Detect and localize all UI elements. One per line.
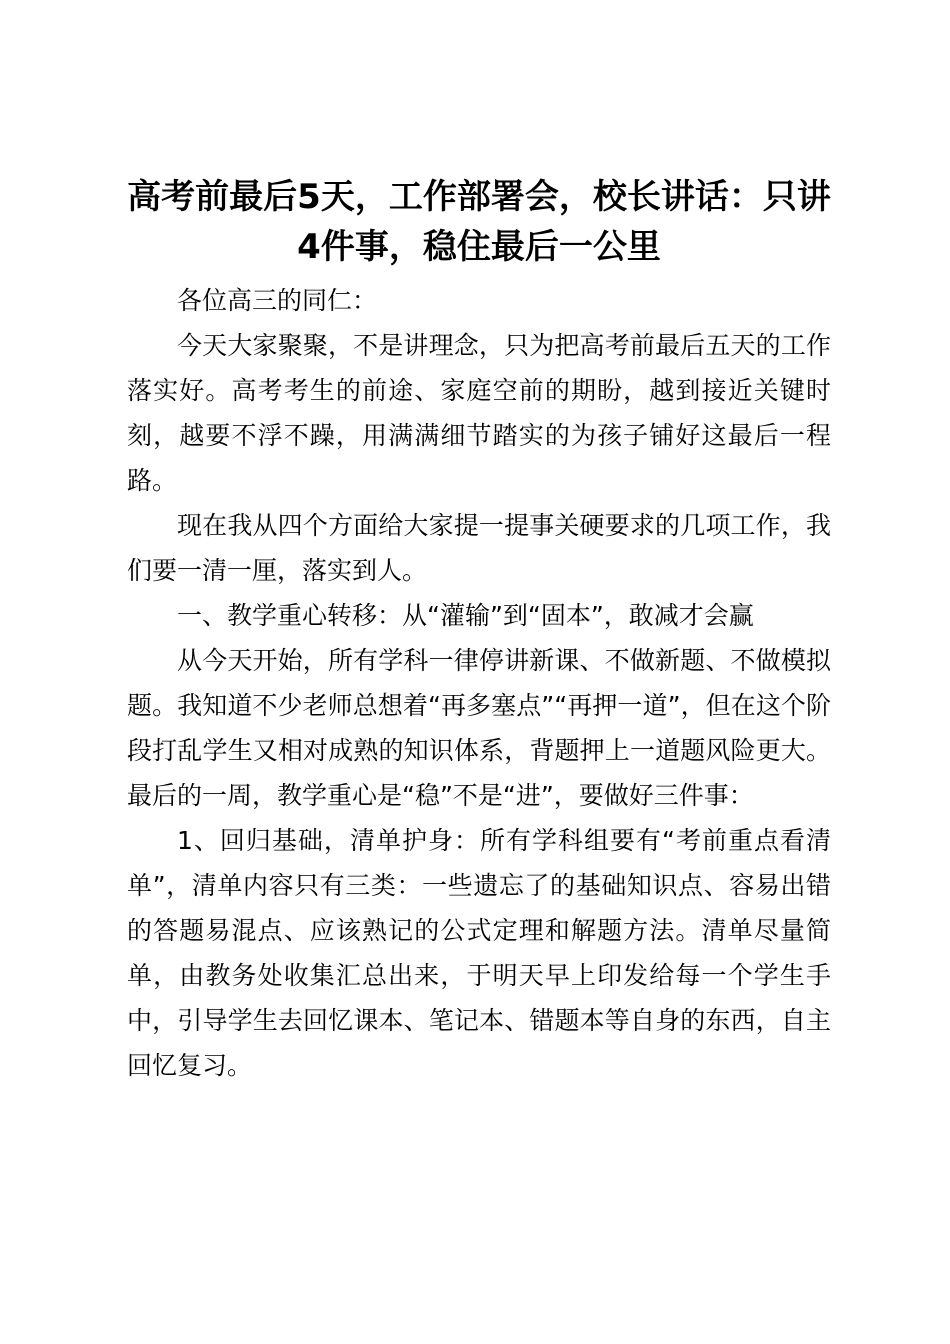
intro-paragraph: 今天大家聚聚，不是讲理念，只为把高考前最后五天的工作落实好。高考考生的前途、家庭空前的期盼，越到接近关键时刻，越要不浮不躁，用满满细节踏实的为孩子铺好这最后一程路。 — [127, 331, 831, 495]
document-body — [127, 278, 831, 1088]
document-content — [127, 172, 831, 1088]
salutation-paragraph: 各位高三的同仁： — [177, 286, 378, 315]
document-title: 高考前最后5天，工作部署会，校长讲话：只讲4件事，稳住最后一公里 — [127, 177, 831, 267]
section-1-paragraph: 从今天开始，所有学科一律停讲新课、不做新题、不做模拟题。我知道不少老师总想着“再多塞点”“再押一道”，但在这个阶段打乱学生又相对成熟的知识体系，背题押上一道题风险更大。最后的一周，教学重心是“稳”不是“进”，要做好三件事： — [127, 646, 831, 810]
outline-paragraph: 现在我从四个方面给大家提一提事关硬要求的几项工作，我们要一清一厘，落实到人。 — [127, 511, 831, 585]
item-1-paragraph: 1、回归基础，清单护身：所有学科组要有“考前重点看清单”，清单内容只有三类：一些遗忘了的基础知识点、容易出错的答题易混点、应该熟记的公式定理和解题方法。清单尽量简单，由教务处收集汇总出来，于明天早上印发给每一个学生手中，引导学生去回忆课本、笔记本、错题本等自身的东西，自主回忆复习。 — [127, 826, 831, 1080]
section-heading-1: 一、教学重心转移：从“灌输”到“固本”，敢减才会赢 — [177, 601, 754, 630]
